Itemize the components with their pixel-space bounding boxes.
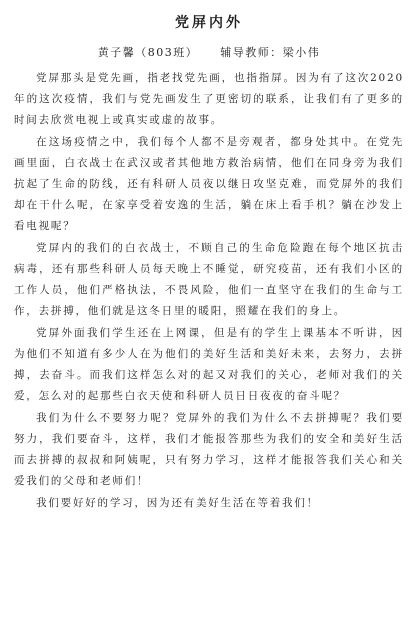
essay-title: 党屏内外 xyxy=(175,15,243,31)
paragraph-3: 党屏内的我们的白衣战士，不顾自己的生命危险跑在每个地区抗击病毒，还有那些科研人员每天晚上不睡觉，研究疫苗，还有我们小区的工作人员，他们严格执法，不畏风险，他们一直坚守在我们的生命与工作，去拼搏，他们就是这冬日里的暖阳，照耀在我们的身上。 xyxy=(14,242,404,317)
paragraph-1: 党屏那头是党先画，指老找党先画，也指指屏。因为有了这次2020年的这次疫情，我们与党先画发生了更密切的联系，让我们有了更多的时间去欣赏电视上或真实或虚的故事。 xyxy=(14,72,404,126)
instructor-label: 辅导教师： xyxy=(220,46,283,59)
author-name: 黄子馨（803班） xyxy=(97,46,199,59)
paragraph-2: 在这场疫情之中，我们每个人都不是旁观者，都身处其中。在党先画里面，白衣战士在武汉或者其他地方救治病情，他们在同身旁为我们抗起了生命的防线，还有科研人员夜以继日攻坚克难，而党屏外的我们却在干什么呢，在家享受着安逸的生活，躺在床上看手机？躺在沙发上看电视呢？ xyxy=(14,136,404,232)
instructor-name: 梁小伟 xyxy=(282,46,321,59)
paragraph-5: 我们为什么不要努力呢？党屏外的我们为什么不去拼搏呢？我们要努力，我们要奋斗，这样，我们才能报答那些为我们的安全和美好生活而去拼搏的叔叔和阿姨呢，只有努力学习，这样才能报答我们关心和关爱我们的父母和老师们！ xyxy=(14,412,404,487)
paragraph-4: 党屏外面我们学生还在上网课，但是有的学生上课基本不听讲，因为他们不知道有多少人在为他们的美好生活和美好未来，去努力，去拼搏，去奋斗。而我们这样怎么对的起又对我们的关心，老师对我们的关爱，怎么对的起那些白衣天使和科研人员日日夜夜的奋斗呢？ xyxy=(14,327,404,402)
byline xyxy=(14,44,404,60)
paragraph-6: 我们要好好的学习，因为还有美好生活在等着我们！ xyxy=(36,497,319,509)
